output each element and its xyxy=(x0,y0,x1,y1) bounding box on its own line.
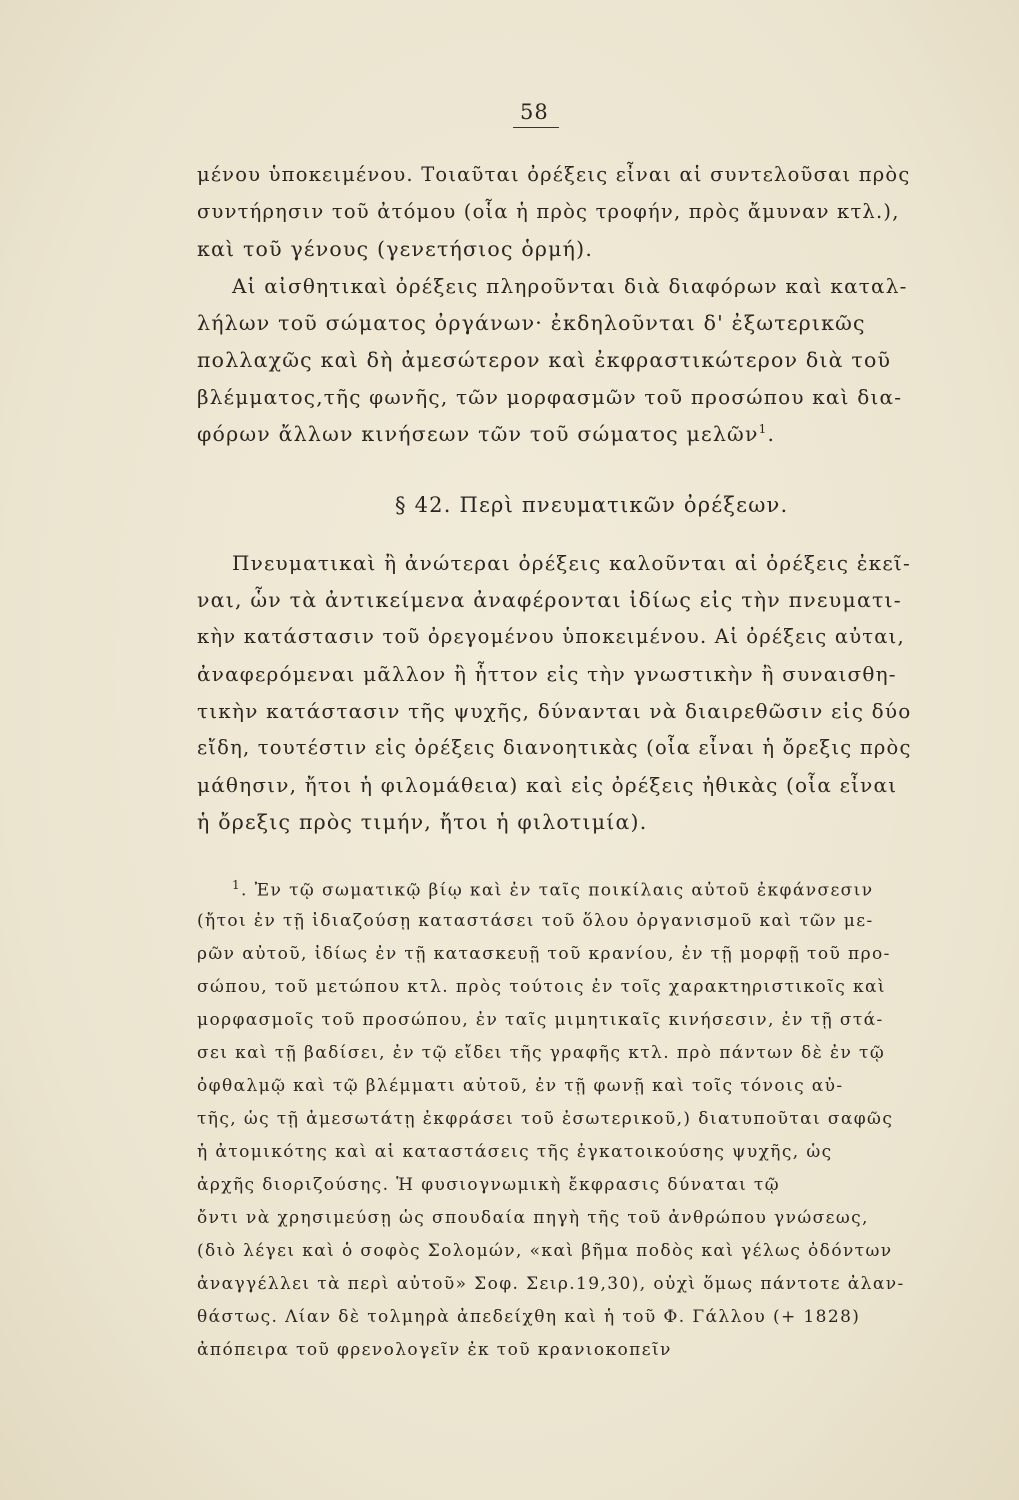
footnote-line: (διὸ λέγει καὶ ὁ σοφὸς Σολομών, «καὶ βῆμα ποδὸς καὶ γέλως ὀδόντων xyxy=(197,1241,893,1261)
footnote-line: ἀρχῆς διοριζούσης. Ἡ φυσιογνωμικὴ ἔκφρασις δύναται τῷ xyxy=(197,1175,781,1195)
section-line: ἀναφερόμεναι μᾶλλον ἢ ἧττον εἰς τὴν γνωστικὴν ἢ συναισθη- xyxy=(197,662,897,686)
footnote-line: σει καὶ τῇ βαδίσει, ἐν τῷ εἴδει τῆς γραφῆς κτλ. πρὸ πάντων δὲ ἐν τῷ xyxy=(197,1043,886,1063)
body-line: πολλαχῶς καὶ δὴ ἀμεσώτερον καὶ ἐκφραστικώτερον διὰ τοῦ xyxy=(197,348,892,372)
footnote-line: ἡ ἀτομικότης καὶ αἱ καταστάσεις τῆς ἐγκατοικούσης ψυχῆς, ὡς xyxy=(197,1142,833,1162)
section-line: τικὴν κατάστασιν τῆς ψυχῆς, δύνανται νὰ διαιρεθῶσιν εἰς δύο xyxy=(197,699,912,723)
footnote-line: τῆς, ὡς τῇ ἀμεσωτάτῃ ἐκφράσει τοῦ ἐσωτερικοῦ,) διατυποῦται σαφῶς xyxy=(197,1109,894,1129)
section-line: μάθησιν, ἤτοι ἡ φιλομάθεια) καὶ εἰς ὀρέξεις ἠθικὰς (οἷα εἶναι xyxy=(197,773,898,797)
section-line: κὴν κατάστασιν τοῦ ὀρεγομένου ὑποκειμένου. Αἱ ὀρέξεις αὐται, xyxy=(197,625,905,648)
body-line: Αἱ αἰσθητικαὶ ὀρέξεις πληροῦνται διὰ διαφόρων καὶ καταλ- xyxy=(232,274,908,298)
body-line: συντήρησιν τοῦ ἀτόμου (οἷα ἡ πρὸς τροφήν, πρὸς ἄμυναν κτλ.), xyxy=(197,200,900,223)
body-line-end: . xyxy=(767,422,776,446)
body-line-text: φόρων ἄλλων κινήσεων τῶν τοῦ σώματος μελῶν xyxy=(197,422,759,446)
section-line: εἴδη, τουτέστιν εἰς ὀρέξεις διανοητικὰς (οἷα εἶναι ἡ ὄρεξις πρὸς xyxy=(197,736,912,759)
page-number: 58 xyxy=(520,100,549,124)
body-line: βλέμματος,τῆς φωνῆς, τῶν μορφασμῶν τοῦ προσώπου καὶ δια- xyxy=(197,385,903,409)
footnote-line: ρῶν αὐτοῦ, ἰδίως ἐν τῇ κατασκευῇ τοῦ κρανίου, ἐν τῇ μορφῇ τοῦ προ- xyxy=(197,944,891,964)
footnote-line: σώπου, τοῦ μετώπου κτλ. πρὸς τούτοις ἐν τοῖς χαρακτηριστικοῖς καὶ xyxy=(197,977,886,997)
body-line-last xyxy=(197,422,911,446)
section-line: ναι, ὧν τὰ ἀντικείμενα ἀναφέρονται ἰδίως εἰς τὴν πνευματι- xyxy=(197,588,902,612)
footnote-line: (ἤτοι ἐν τῇ ἰδιαζούσῃ καταστάσει τοῦ ὅλου ὀργανισμοῦ καὶ τῶν με- xyxy=(197,911,874,931)
footnote-text: . Ἐν τῷ σωματικῷ βίῳ καὶ ἐν ταῖς ποικίλαις αὐτοῦ ἐκφάνσεσιν xyxy=(241,880,874,901)
footnote-line-first xyxy=(232,878,912,901)
footnote-line: ἀναγγέλλει τὰ περὶ αὐτοῦ» Σοφ. Σειρ.19,30), οὐχὶ ὅμως πάντοτε ἀλαν- xyxy=(197,1274,905,1294)
footnote-line: ἀπόπειρα τοῦ φρενολογεῖν ἐκ τοῦ κρανιοκοπεῖν xyxy=(197,1340,672,1360)
body-line: καὶ τοῦ γένους (γενετήσιος ὁρμή). xyxy=(197,237,594,261)
footnote-line: ὄντι νὰ χρησιμεύσῃ ὡς σπουδαία πηγὴ τῆς τοῦ ἀνθρώπου γνώσεως, xyxy=(197,1208,869,1228)
body-line: λήλων τοῦ σώματος ὀργάνων· ἐκδηλοῦνται δ' ἐξωτερικῶς xyxy=(197,311,866,335)
body-line: μένου ὑποκειμένου. Τοιαῦται ὀρέξεις εἶναι αἱ συντελοῦσαι πρὸς xyxy=(197,163,911,186)
footnote-reference: 1 xyxy=(758,422,768,437)
page-number-underline xyxy=(513,127,559,128)
section-line: Πνευματικαὶ ἢ ἀνώτεραι ὀρέξεις καλοῦνται αἱ ὀρέξεις ἐκεῖ- xyxy=(232,551,911,575)
footnote-line: θάστως. Λίαν δὲ τολμηρὰ ἀπεδείχθη καὶ ἡ τοῦ Φ. Γάλλου (+ 1828) xyxy=(197,1307,861,1327)
footnote-mark: 1 xyxy=(232,878,242,892)
section-line: ἡ ὄρεξις πρὸς τιμήν, ἤτοι ἡ φιλοτιμία). xyxy=(197,810,648,834)
footnote-line: ὀφθαλμῷ καὶ τῷ βλέμματι αὐτοῦ, ἐν τῇ φωνῇ καὶ τοῖς τόνοις αὐ- xyxy=(197,1076,844,1096)
section-heading: § 42. Περὶ πνευματικῶν ὀρέξεων. xyxy=(395,493,789,517)
footnote-line: μορφασμοῖς τοῦ προσώπου, ἐν ταῖς μιμητικαῖς κινήσεσιν, ἐν τῇ στά- xyxy=(197,1010,884,1030)
